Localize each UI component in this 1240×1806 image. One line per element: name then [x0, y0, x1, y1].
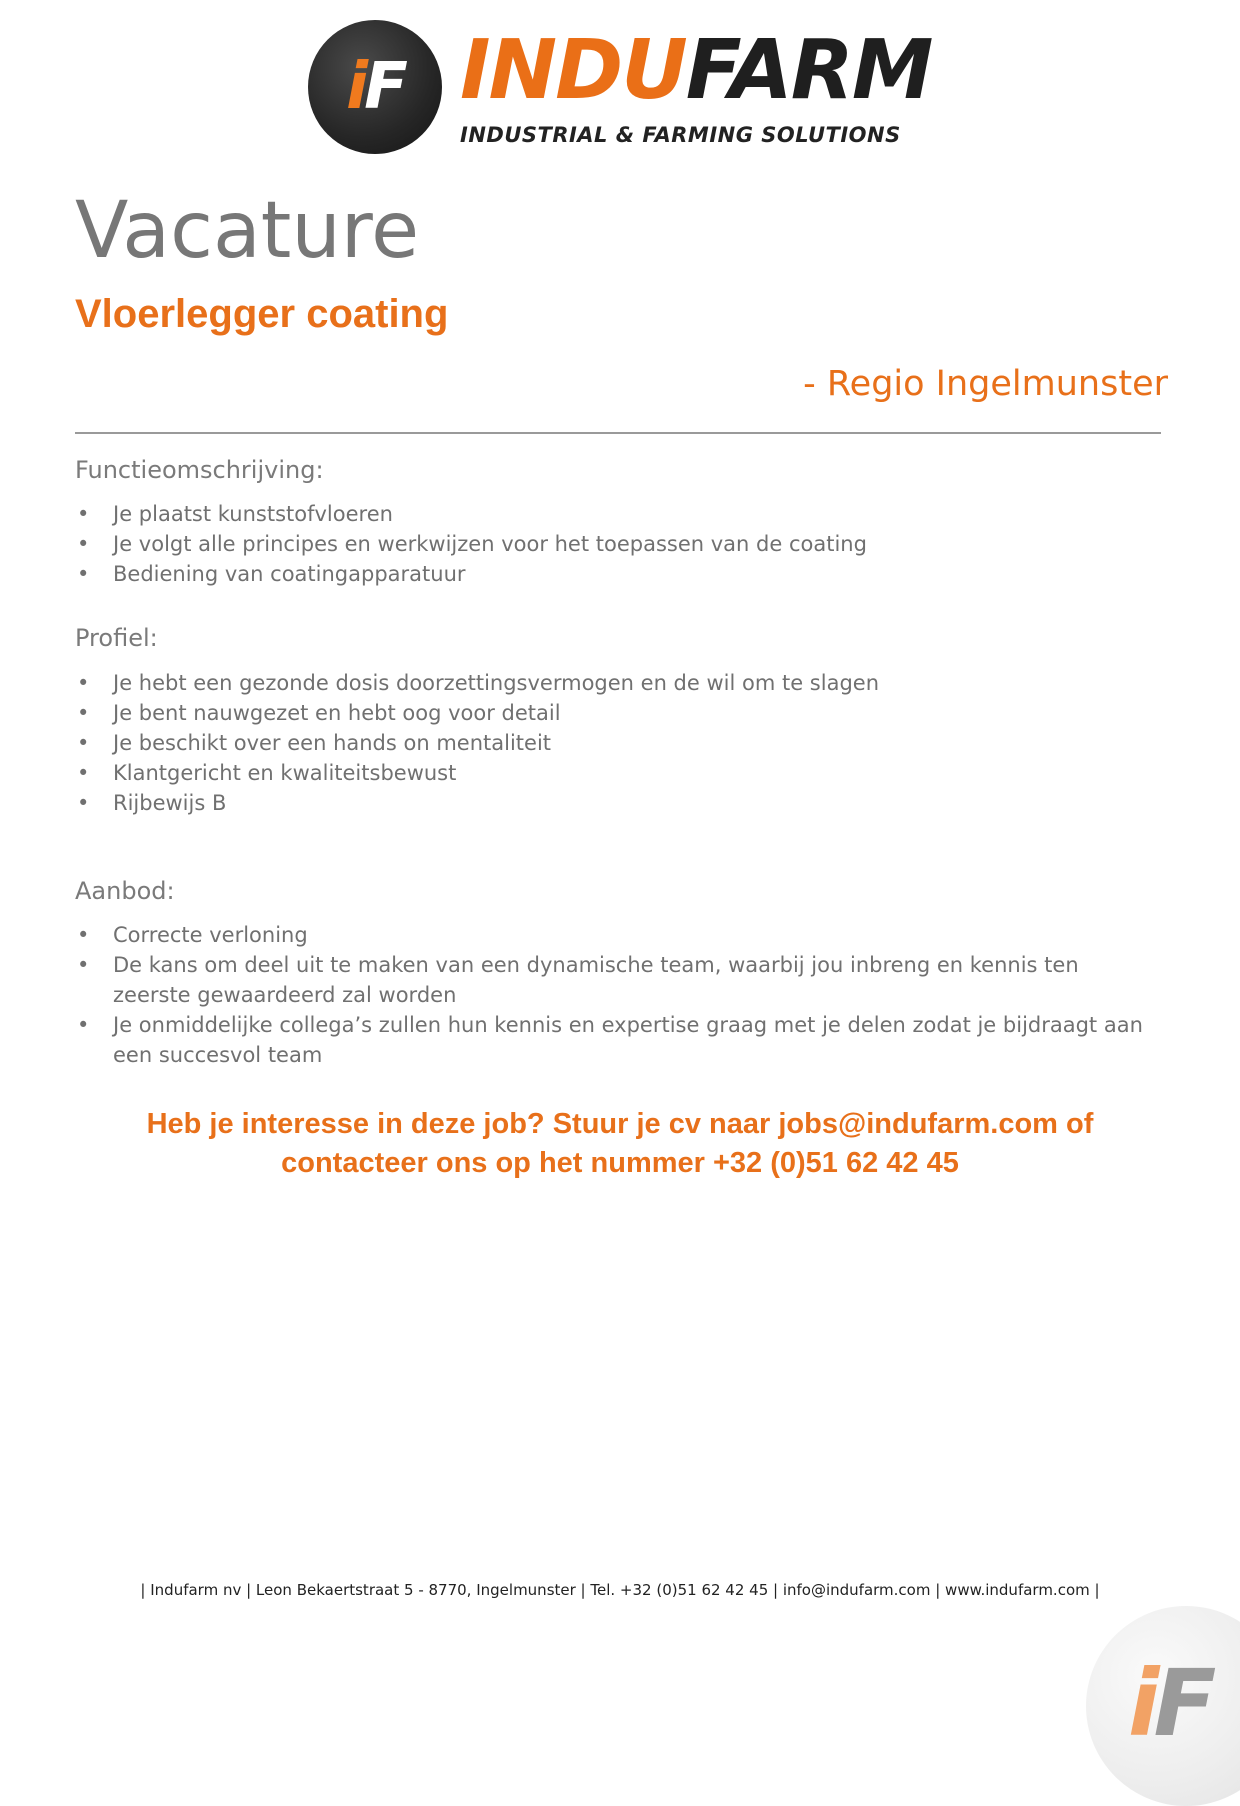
logo-mark-f: F — [364, 50, 404, 124]
job-region: - Regio Ingelmunster — [803, 364, 1168, 404]
section-heading-profiel: Profiel: — [75, 624, 158, 652]
logo-word-farm: FARM — [685, 23, 932, 118]
call-to-action: Heb je interesse in deze job? Stuur je cv naar jobs@indufarm.com of contacteer ons op het nummer +32 (0)51 62 42 45 — [146, 1108, 1094, 1179]
corner-logo-mark-i: i — [1128, 1650, 1154, 1757]
bullet-icon: • — [77, 791, 90, 815]
list-item — [75, 920, 1155, 950]
list-item-text: Je hebt een gezonde dosis doorzettingsvermogen en de wil om te slagen — [113, 671, 880, 695]
list-item-text: Rijbewijs B — [113, 791, 227, 815]
list-item-text: Je beschikt over een hands on mentaliteit — [113, 731, 552, 755]
bullet-icon: • — [77, 562, 90, 586]
list-item-text: Je volgt alle principes en werkwijzen voor het toepassen van de coating — [113, 532, 867, 556]
bullet-icon: • — [77, 671, 90, 695]
list-item — [75, 728, 1155, 758]
list-item — [75, 788, 1155, 818]
bullet-icon: • — [77, 731, 90, 755]
corner-logo-monogram — [1128, 1650, 1210, 1757]
footer-contact-line: | Indufarm nv | Leon Bekaertstraat 5 - 8770, Ingelmunster | Tel. +32 (0)51 62 42 45 | info@indufarm.com | www.indufarm.com | — [140, 1581, 1100, 1599]
section-heading-aanbod: Aanbod: — [75, 877, 175, 905]
list-item-text: Correcte verloning — [113, 923, 308, 947]
bullet-icon: • — [77, 532, 90, 556]
list-item — [75, 950, 1155, 1010]
bullet-icon: • — [77, 701, 90, 725]
list-item-text: Je plaatst kunststofvloeren — [113, 502, 393, 526]
list-item-text: Bediening van coatingapparatuur — [113, 562, 466, 586]
bullet-icon: • — [77, 502, 90, 526]
logo-monogram — [308, 20, 442, 154]
bullet-icon: • — [77, 761, 90, 785]
list-item-text: Je bent nauwgezet en hebt oog voor detail — [113, 701, 561, 725]
list-aanbod — [75, 920, 1155, 1070]
bullet-icon: • — [77, 1013, 90, 1037]
list-item — [75, 559, 1155, 589]
list-item-text: Je onmiddelijke collega’s zullen hun kennis en expertise graag met je delen zodat je bijdraagt aan een succesvol team — [113, 1013, 1143, 1067]
header-divider — [75, 432, 1161, 434]
logo-mark-i: i — [346, 50, 365, 124]
list-item — [75, 668, 1155, 698]
list-functie — [75, 499, 1155, 589]
list-item — [75, 529, 1155, 559]
list-item-text: De kans om deel uit te maken van een dynamische team, waarbij jou inbreng en kennis ten zeerste gewaardeerd zal worden — [113, 953, 1079, 1007]
logo-word-indu: INDU — [460, 23, 686, 118]
bullet-icon: • — [77, 953, 90, 977]
list-item — [75, 1010, 1155, 1070]
company-logo — [308, 20, 948, 156]
job-title: Vloerlegger coating — [75, 292, 449, 336]
corner-logo-mark-f: F — [1153, 1650, 1211, 1757]
list-item — [75, 499, 1155, 529]
page-title: Vacature — [75, 186, 420, 276]
bullet-icon: • — [77, 923, 90, 947]
list-item — [75, 698, 1155, 728]
logo-tagline: INDUSTRIAL & FARMING SOLUTIONS — [460, 123, 901, 147]
list-item — [75, 758, 1155, 788]
section-heading-functie: Functieomschrijving: — [75, 456, 324, 484]
list-profiel — [75, 668, 1155, 818]
logo-wordmark — [460, 23, 932, 118]
list-item-text: Klantgericht en kwaliteitsbewust — [113, 761, 457, 785]
